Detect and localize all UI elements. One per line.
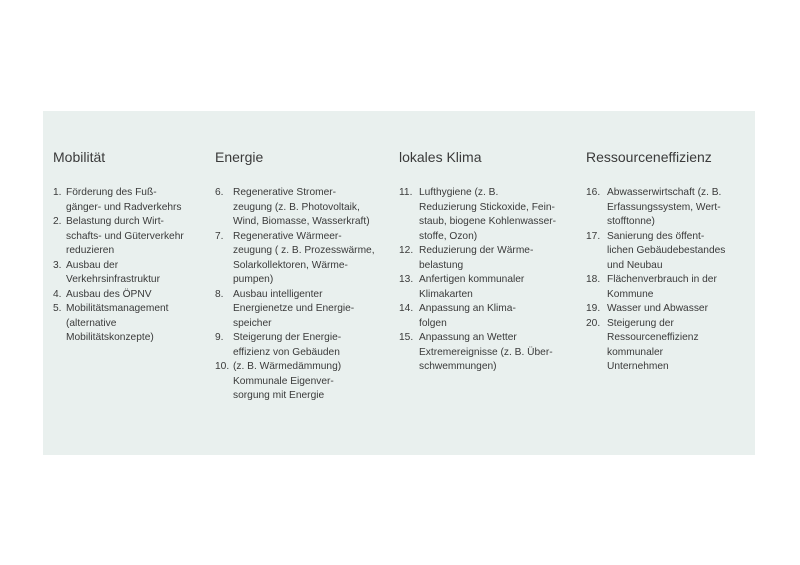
item-number: 19. [586,303,601,314]
item-number: 15. [399,332,414,343]
item-text: Anpassung an Wetter [419,332,517,343]
list-item [586,273,725,302]
item-number: 16. [586,187,601,198]
item-text: kommunaler [607,346,664,358]
item-number: 7. [215,230,224,242]
list-item [53,215,184,259]
list-item [399,273,556,302]
item-number: 17. [586,230,601,242]
list-item [586,186,725,230]
item-text: Ausbau intelligenter [233,288,323,300]
item-text: Flächenverbrauch in der [607,274,717,285]
item-text: lichen Gebäudebestandes [607,245,726,256]
item-text: sorgung mit Energie [233,390,325,401]
list-item [215,230,375,288]
item-number: 9. [215,332,224,343]
item-text: (alternative [66,317,117,329]
list-item [215,288,375,332]
measure-list [53,186,184,346]
item-text: Verkehrsinfrastruktur [66,274,160,285]
item-text: reduzieren [66,245,115,256]
item-text: stofftonne) [607,216,655,227]
item-number: 3. [53,259,62,271]
item-text: (z. B. Wärmedämmung) [233,361,342,372]
measure-list [215,186,375,404]
item-text: pumpen) [233,274,274,285]
list-item [399,302,556,331]
list-item [215,331,375,360]
list-item [399,186,556,244]
measure-list [399,186,556,375]
item-text: Anpassung an Klima- [419,303,516,314]
column-heading: Energie [215,149,264,165]
list-item [53,288,184,303]
list-item [586,230,725,274]
item-number: 1. [53,187,62,198]
item-text: Wind, Biomasse, Wasserkraft) [233,216,370,227]
item-text: Ausbau der [66,259,119,271]
measures-panel [43,111,755,455]
item-text: und Neubau [607,259,663,271]
item-text: speicher [233,317,272,329]
list-item [53,259,184,288]
list-item [53,302,184,346]
item-text: Ressourceneffizienz [607,332,699,343]
list-item [215,186,375,230]
item-text: Belastung durch Wirt- [66,216,164,227]
item-text: stoffe, Ozon) [419,230,478,242]
item-text: Mobilitätsmanagement [66,303,169,314]
column-heading: Mobilität [53,149,106,165]
item-number: 6. [215,187,224,198]
item-text: Klimakarten [419,288,473,300]
item-text: Förderung des Fuß- [66,187,157,198]
item-number: 18. [586,274,601,285]
item-text: Sanierung des öffent- [607,230,705,242]
item-text: Regenerative Wärmeer- [233,230,342,242]
item-text: Steigerung der Energie- [233,332,342,343]
item-number: 12. [399,245,414,256]
item-number: 11. [399,187,413,198]
item-text: belastung [419,259,464,271]
item-text: Lufthygiene (z. B. [419,187,499,198]
list-item [53,186,184,215]
list-item [586,302,725,317]
item-text: Regenerative Stromer- [233,187,337,198]
item-text: schwemmungen) [419,361,497,372]
item-text: gänger- und Radverkehrs [66,201,182,213]
item-number: 13. [399,274,414,285]
item-text: Reduzierung Stickoxide, Fein- [419,201,555,213]
list-item [399,244,556,273]
item-text: Kommunale Eigenver- [233,375,334,387]
item-text: Erfassungssystem, Wert- [607,201,721,213]
item-text: zeugung ( z. B. Prozesswärme, [233,245,375,256]
item-text: Unternehmen [607,361,669,372]
item-number: 4. [53,288,62,300]
column-heading: lokales Klima [399,149,482,165]
list-item [215,360,375,404]
item-text: Wasser und Abwasser [607,303,708,314]
item-text: effizienz von Gebäuden [233,346,340,358]
item-text: Solarkollektoren, Wärme- [233,259,348,271]
item-text: zeugung (z. B. Photovoltaik, [233,201,360,213]
item-number: 2. [53,216,62,227]
item-text: staub, biogene Kohlenwasser- [419,216,557,227]
item-text: Anfertigen kommunaler [419,274,525,285]
list-item [399,331,556,375]
item-text: Kommune [607,288,654,300]
measure-list [586,186,725,375]
item-text: Ausbau des ÖPNV [66,288,152,300]
list-item [586,317,725,375]
column-heading: Ressourceneffizienz [586,149,712,165]
item-text: Steigerung der [607,317,674,329]
item-text: Abwasserwirtschaft (z. B. [607,187,722,198]
item-number: 5. [53,303,62,314]
item-number: 14. [399,303,414,314]
item-text: Extremereignisse (z. B. Über- [419,346,553,358]
item-number: 10. [215,361,230,372]
item-text: Reduzierung der Wärme- [419,245,534,256]
item-number: 20. [586,317,601,329]
item-text: Energienetze und Energie- [233,303,355,314]
item-text: Mobilitätskonzepte) [66,332,154,343]
item-number: 8. [215,288,224,300]
item-text: schafts- und Güterverkehr [66,230,184,242]
item-text: folgen [419,317,447,329]
